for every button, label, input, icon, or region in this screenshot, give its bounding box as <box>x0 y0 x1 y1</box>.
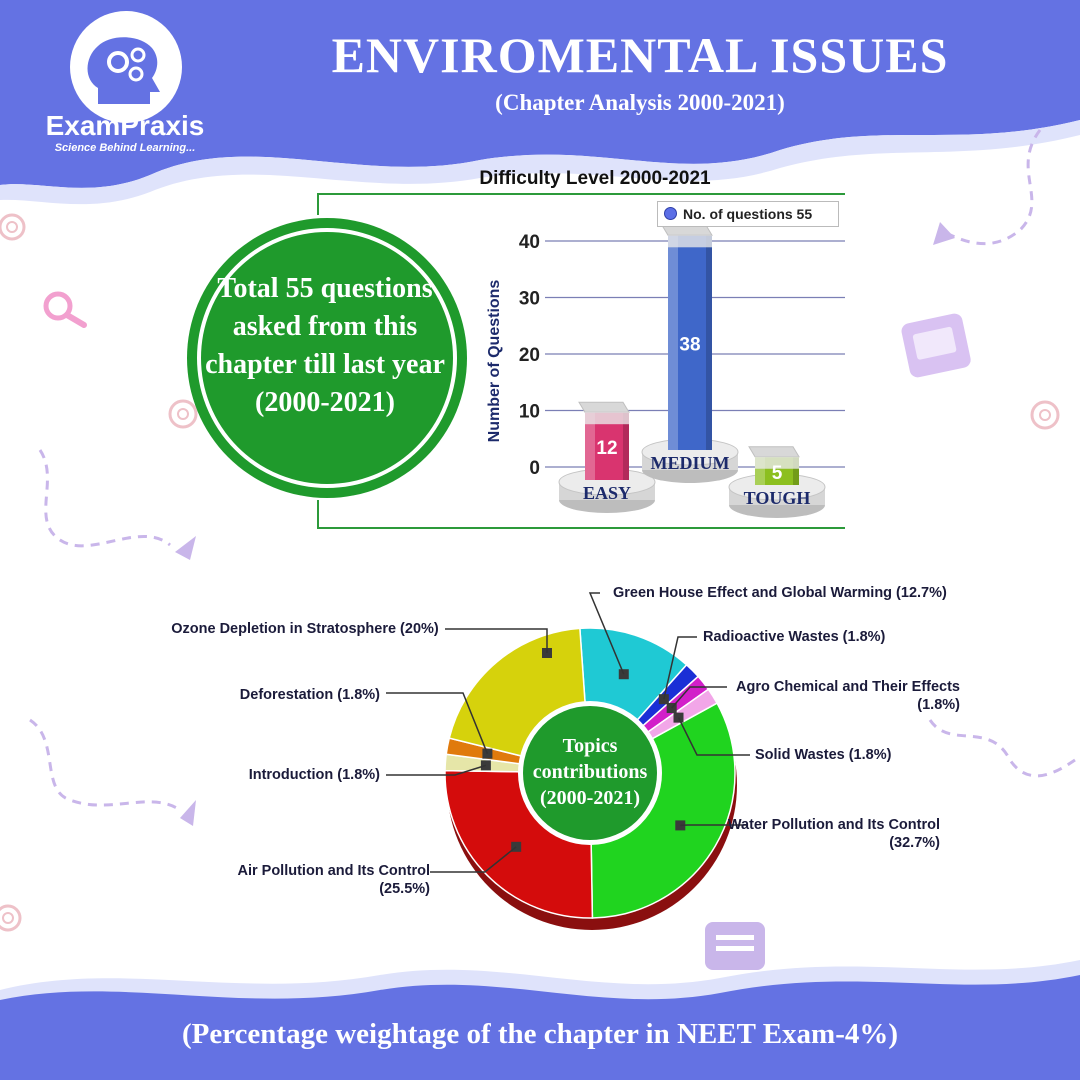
bar-category-label: EASY <box>582 483 632 503</box>
bar-category-label: MEDIUM <box>650 453 730 473</box>
pie-center-label: Topics contributions (2000-2021) <box>532 735 648 809</box>
brand-tagline: Science Behind Learning... <box>54 142 196 154</box>
bar-value-label: 38 <box>679 334 701 356</box>
pie-slice-label: Ozone Depletion in Stratosphere (20%) <box>171 621 439 637</box>
pie-slice-label: Solid Wastes (1.8%) <box>755 747 892 763</box>
y-tick-label: 0 <box>529 458 540 479</box>
y-tick-label: 10 <box>518 401 540 423</box>
legend-label: No. of questions 55 <box>683 206 813 222</box>
pie-slice-label: Introduction (1.8%) <box>248 767 380 783</box>
pie-slice-label: Water Pollution and Its Control (32.7%) <box>727 817 940 851</box>
y-tick-label: 30 <box>518 288 540 310</box>
bar-value-label: 5 <box>771 462 783 484</box>
bar-value-label: 12 <box>596 438 618 460</box>
y-axis-label: Number of Questions <box>486 279 503 443</box>
brand-name: ExamPraxis <box>45 110 205 141</box>
pie-slice-label: Green House Effect and Global Warming (12.7%) <box>613 585 947 601</box>
y-tick-label: 20 <box>518 345 540 366</box>
total-questions-callout: Total 55 questions asked from this chapter till last year (2000-2021) <box>205 273 445 418</box>
bar-category-label: TOUGH <box>743 488 811 508</box>
pie-slice-label: Air Pollution and Its Control (25.5%) <box>237 863 430 897</box>
footer-note: (Percentage weightage of the chapter in NEET Exam-4%) <box>181 1018 899 1050</box>
bar-chart-title: Difficulty Level 2000-2021 <box>479 168 711 189</box>
page-title: ENVIROMENTAL ISSUES <box>331 27 949 83</box>
pie-slice-label: Agro Chemical and Their Effects (1.8%) <box>736 679 960 713</box>
y-tick-label: 40 <box>518 232 540 253</box>
pie-slice-label: Radioactive Wastes (1.8%) <box>703 629 886 645</box>
pie-slice-label: Deforestation (1.8%) <box>239 687 380 703</box>
page-subtitle: (Chapter Analysis 2000-2021) <box>495 90 785 115</box>
